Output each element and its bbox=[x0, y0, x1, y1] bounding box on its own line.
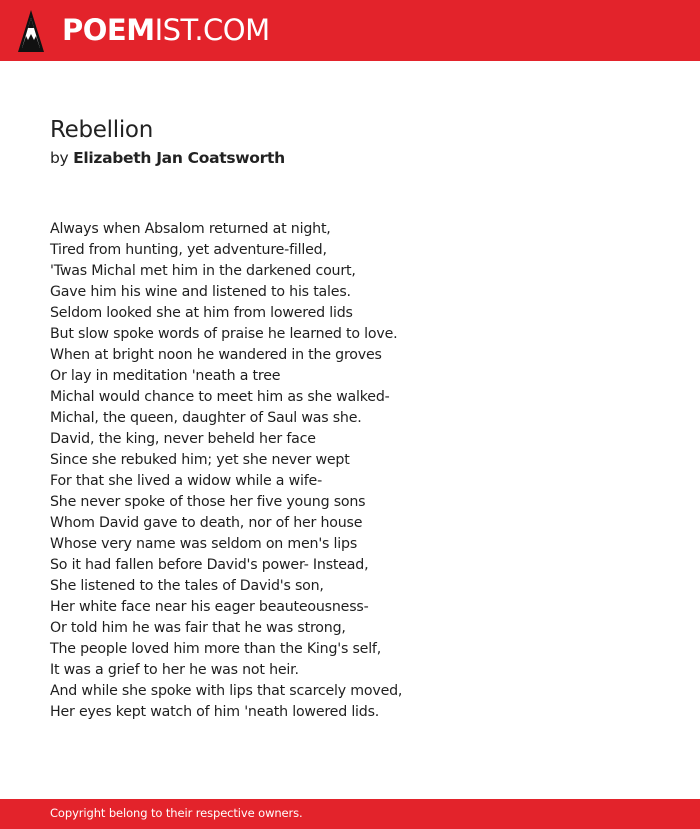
poem-line: When at bright noon he wandered in the groves bbox=[50, 347, 382, 363]
poem-line: David, the king, never beheld her face bbox=[50, 431, 316, 447]
poem-line: Michal, the queen, daughter of Saul was she. bbox=[50, 410, 362, 426]
poem-line: The people loved him more than the King's self, bbox=[50, 641, 382, 657]
poem-line: So it had fallen before David's power- Instead, bbox=[50, 557, 369, 573]
logo-wordmark bbox=[62, 13, 270, 47]
poem-line: She never spoke of those her five young sons bbox=[50, 494, 366, 510]
poem-author: Elizabeth Jan Coatsworth bbox=[73, 149, 285, 167]
poem-body bbox=[50, 219, 402, 723]
logo-light-text: IST.COM bbox=[154, 13, 270, 47]
poem-line: Or lay in meditation 'neath a tree bbox=[50, 368, 281, 384]
by-label: by bbox=[50, 149, 69, 167]
poem-line: 'Twas Michal met him in the darkened court, bbox=[50, 263, 356, 279]
poem-line: Gave him his wine and listened to his tales. bbox=[50, 284, 351, 300]
poem-line: Or told him he was fair that he was strong, bbox=[50, 620, 346, 636]
poem-line: Seldom looked she at him from lowered lids bbox=[50, 305, 353, 321]
poem-line: She listened to the tales of David's son, bbox=[50, 578, 324, 594]
copyright-text: Copyright belong to their respective owners. bbox=[50, 806, 303, 820]
logo-bold-text: POEM bbox=[62, 13, 155, 47]
poem-line: For that she lived a widow while a wife- bbox=[50, 473, 323, 489]
poem-line: Her eyes kept watch of him 'neath lowered lids. bbox=[50, 704, 380, 720]
poem-line: Always when Absalom returned at night, bbox=[50, 221, 331, 237]
poem-line: And while she spoke with lips that scarcely moved, bbox=[50, 683, 403, 699]
poem-line: Her white face near his eager beauteousness- bbox=[50, 599, 369, 615]
site-logo[interactable] bbox=[18, 0, 270, 61]
poem-line: But slow spoke words of praise he learned to love. bbox=[50, 326, 398, 342]
site-header bbox=[0, 0, 700, 61]
poem-line: It was a grief to her he was not heir. bbox=[50, 662, 299, 678]
pencil-icon bbox=[18, 10, 44, 52]
poem-line: Tired from hunting, yet adventure-filled, bbox=[50, 242, 327, 258]
poem-line: Whose very name was seldom on men's lips bbox=[50, 536, 358, 552]
poem-title: Rebellion bbox=[50, 117, 153, 143]
site-footer bbox=[0, 799, 700, 829]
poem-line: Since she rebuked him; yet she never wept bbox=[50, 452, 350, 468]
poem-line: Whom David gave to death, nor of her house bbox=[50, 515, 363, 531]
poem-byline bbox=[50, 149, 285, 167]
poem-line: Michal would chance to meet him as she walked- bbox=[50, 389, 390, 405]
